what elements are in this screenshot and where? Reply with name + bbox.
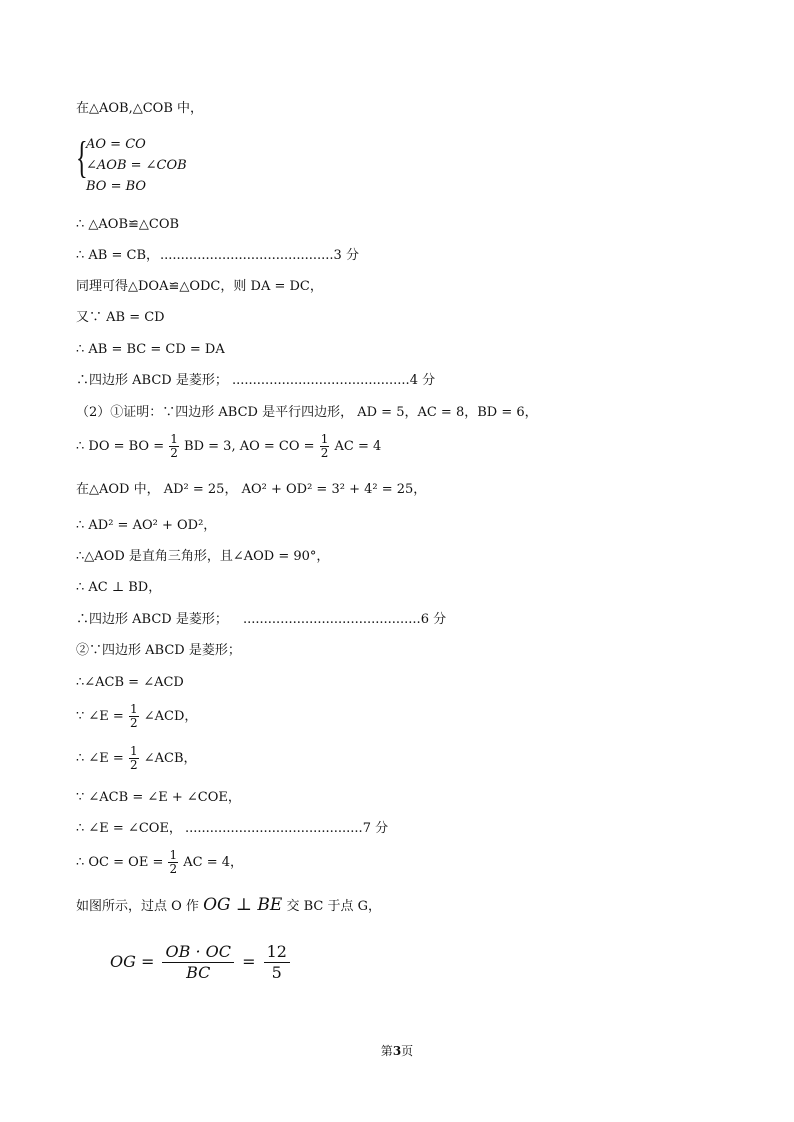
equation-part: AC = 4，	[183, 855, 244, 870]
fraction-denominator: BC	[186, 963, 211, 982]
text-line: ∴∠ACB = ∠ACD	[76, 675, 184, 690]
fraction-denominator: 2	[170, 446, 178, 460]
score-dots: ...........................................6 分	[243, 612, 447, 627]
equation-part: OG ⊥ BE	[203, 895, 283, 915]
fraction-denominator: 2	[320, 446, 329, 460]
equation-part: ∴ ∠E =	[76, 751, 124, 766]
equation-line	[76, 432, 381, 462]
text-line: 在△AOD 中， AD² = 25， AO² + OD² = 3² + 4² = 25，	[76, 482, 427, 497]
equation-line	[76, 848, 243, 878]
text-line: ∴△AOD 是直角三角形，且∠AOD = 90°，	[76, 549, 330, 564]
equation-part: BD = 3, AO = CO =	[184, 439, 315, 454]
equation-part: ∠ACB，	[143, 751, 197, 766]
text-line: 在△AOB,△COB 中，	[76, 101, 204, 116]
fraction	[168, 849, 178, 876]
score-dots: ...........................................4 分	[232, 373, 436, 388]
equation-part: ∠ACD，	[143, 709, 198, 724]
text-line: （2）①证明：∵四边形 ABCD 是平行四边形， AD = 5，AC = 8，BD = 6，	[76, 405, 538, 420]
text-line: ∴ △AOB≌△COB	[76, 217, 180, 232]
text-line: ∴ AB = CB，	[76, 248, 160, 263]
fraction	[129, 703, 139, 730]
footer-prefix: 第	[380, 1044, 393, 1058]
text-line: ∴ AD² = AO² + OD²，	[76, 518, 217, 533]
text-line: ∴ AC ⊥ BD，	[76, 580, 162, 595]
fraction-denominator: 2	[129, 758, 138, 772]
text-line	[76, 896, 381, 916]
equation-part: AC = 4	[334, 439, 382, 454]
fraction-denominator: 2	[169, 862, 178, 876]
fraction-numerator: 1	[320, 432, 329, 446]
fraction-numerator: 1	[169, 848, 178, 862]
equation-part: OG =	[110, 952, 155, 971]
text-line: ∴ AB = BC = CD = DA	[76, 342, 225, 357]
equation-line: ∠AOB = ∠COB	[86, 158, 187, 173]
fraction	[129, 745, 139, 772]
text-part: 如图所示，过点 O 作	[76, 899, 199, 914]
fraction	[264, 942, 290, 983]
equation-line	[110, 940, 293, 984]
text-line: 又∵ AB = CD	[76, 310, 165, 325]
score-dots: ...........................................7 分	[185, 821, 389, 836]
system-brace: {	[76, 133, 88, 182]
equation-line	[76, 702, 197, 732]
page-footer	[0, 1042, 794, 1059]
fraction-denominator: 5	[271, 963, 282, 982]
equation-part: ∵ ∠E =	[76, 709, 124, 724]
fraction-numerator: 12	[264, 942, 290, 963]
text-line: 同理可得△DOA≌△ODC，则 DA = DC，	[76, 279, 323, 294]
fraction-numerator: 1	[129, 702, 138, 716]
text-line: ∴四边形 ABCD 是菱形；	[76, 373, 228, 388]
text-line: ②∵四边形 ABCD 是菱形；	[76, 643, 241, 658]
text-line: ∴ ∠E = ∠COE，	[76, 821, 182, 836]
equation-part: ∴ DO = BO =	[76, 439, 165, 454]
fraction	[162, 942, 234, 983]
text-part: 交 BC 于点 G，	[286, 899, 381, 914]
equation-line: AO = CO	[86, 137, 146, 152]
fraction	[320, 433, 330, 460]
equation-part: =	[242, 952, 256, 971]
text-line: ∴四边形 ABCD 是菱形；	[76, 612, 228, 627]
page-number: 3	[392, 1044, 402, 1058]
footer-suffix: 页	[401, 1044, 414, 1058]
equation-line: BO = BO	[86, 179, 147, 194]
score-dots: ..........................................3 分	[160, 248, 359, 263]
fraction-denominator: 2	[129, 716, 138, 730]
equation-part: ∴ OC = OE =	[76, 855, 164, 870]
equation-line	[76, 744, 197, 774]
text-line: ∵ ∠ACB = ∠E + ∠COE，	[76, 790, 241, 805]
fraction-numerator: 1	[129, 744, 138, 758]
fraction-numerator: OB · OC	[162, 942, 234, 963]
fraction	[169, 433, 179, 460]
fraction-numerator: 1	[170, 432, 178, 446]
